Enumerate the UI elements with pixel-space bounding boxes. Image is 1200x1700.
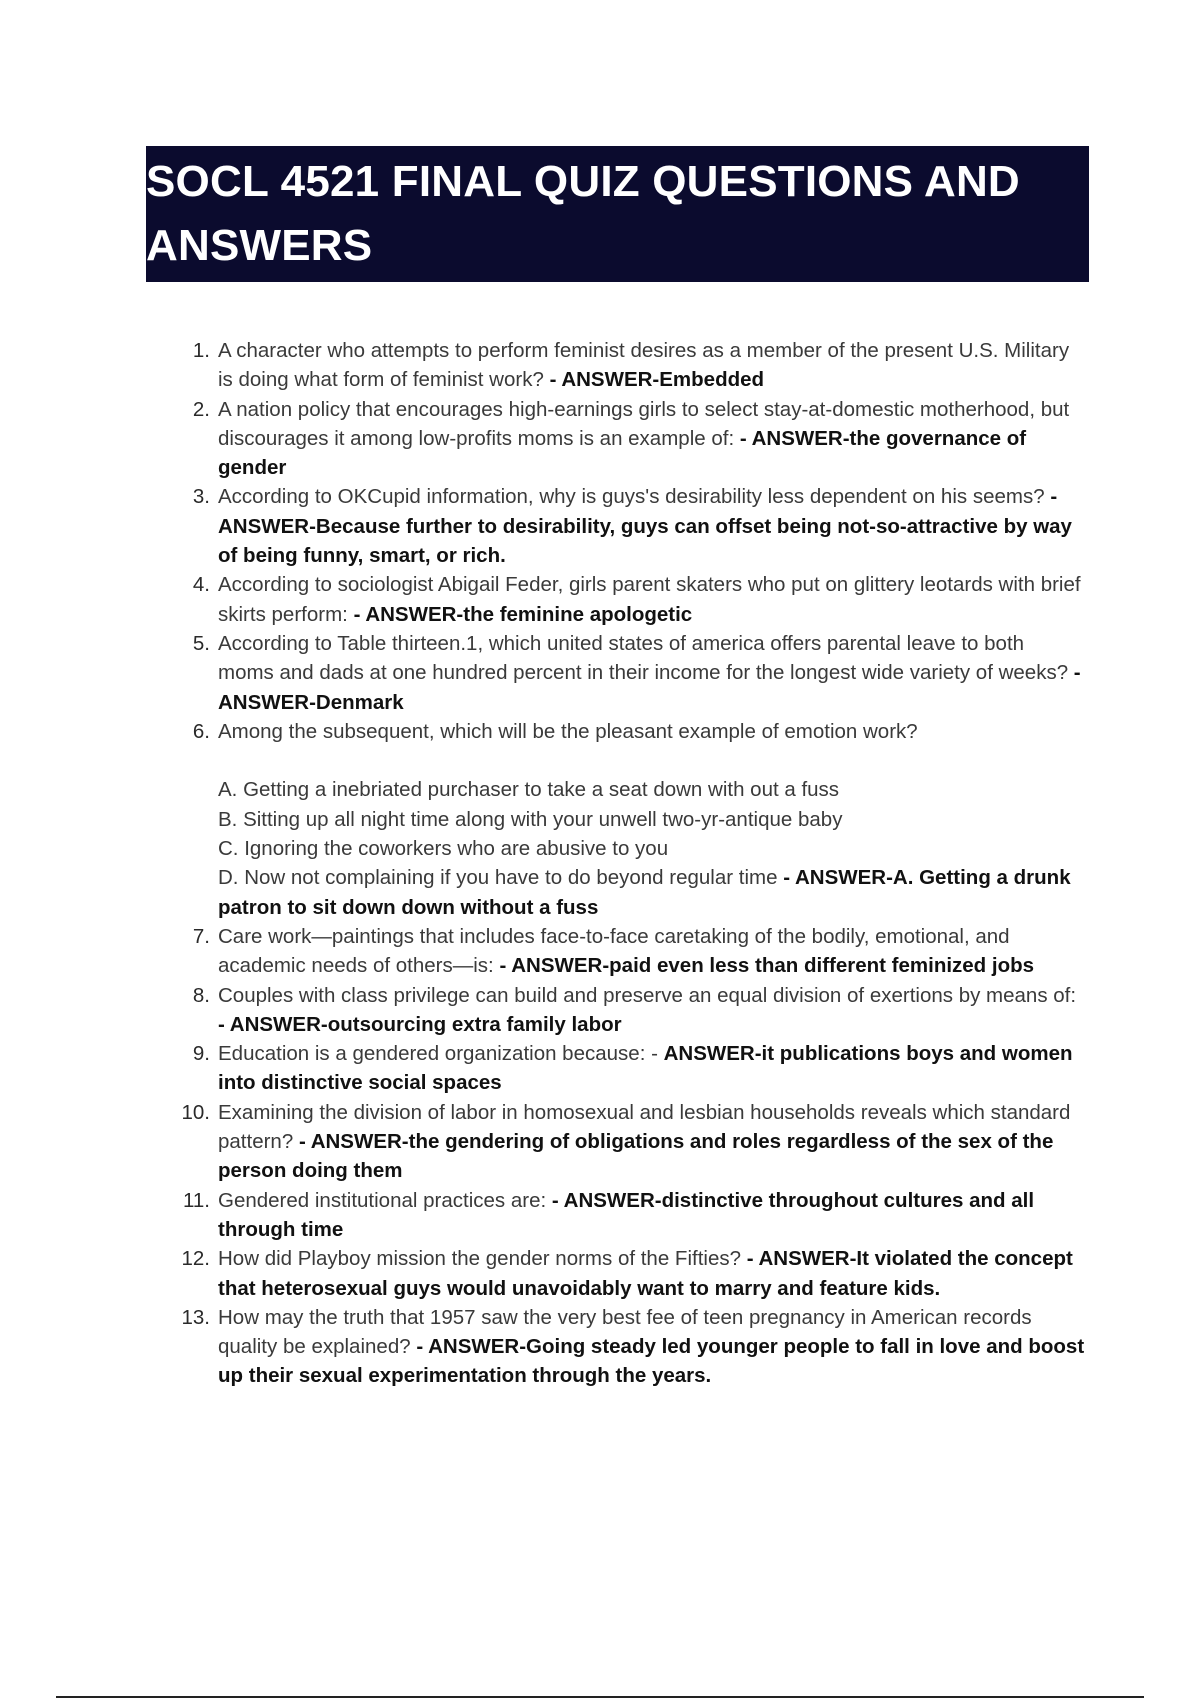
- question-item-8: [170, 981, 1085, 1040]
- answer-text: - ANSWER-the gendering of obligations and roles regardless of the sex of the person doing them: [218, 1130, 1054, 1183]
- question-item-3: [170, 482, 1085, 570]
- question-number: 2.: [192, 397, 210, 421]
- answer-text: - ANSWER-A. Getting a drunk patron to sit down down without a fuss: [218, 866, 1071, 919]
- option-a: A. Getting a inebriated purchaser to take a seat down with out a fuss: [218, 778, 840, 802]
- question-item-7: [170, 922, 1085, 981]
- question-text: How may the truth that 1957 saw the very best fee of teen pregnancy in American records quality be explained?: [218, 1305, 1032, 1359]
- question-number: 10.: [181, 1100, 210, 1124]
- question-number: 5.: [192, 631, 210, 655]
- question-text: A character who attempts to perform feminist desires as a member of the present U.S. Military is doing what form of feminist work?: [218, 339, 1070, 392]
- question-text: Care work—paintings that includes face-to-face caretaking of the bodily, emotional, and academic needs of others—is:: [218, 924, 1010, 978]
- question-number: 3.: [192, 485, 210, 509]
- question-item-10: [170, 1098, 1085, 1186]
- question-text: Gendered institutional practices are:: [218, 1188, 547, 1212]
- question-number: 13.: [181, 1305, 210, 1329]
- question-text: Among the subsequent, which will be the pleasant example of emotion work?: [218, 719, 918, 743]
- question-item-11: [170, 1186, 1085, 1245]
- page-bottom-divider: [56, 1696, 1144, 1698]
- question-text: Examining the division of labor in homosexual and lesbian households reveals which standard pattern?: [218, 1100, 1071, 1154]
- answer-text: - ANSWER-paid even less than different feminized jobs: [499, 954, 1035, 978]
- answer-text: - ANSWER-the governance of gender: [218, 426, 1027, 480]
- question-item-2: [170, 395, 1085, 483]
- answer-text: - ANSWER-outsourcing extra family labor: [218, 1012, 622, 1036]
- question-item-1: [170, 336, 1085, 395]
- question-text: Education is a gendered organization because: -: [218, 1042, 658, 1066]
- answer-text: - ANSWER-the feminine apologetic: [353, 602, 693, 626]
- answer-text: - ANSWER-Denmark: [218, 661, 1081, 714]
- question-text: How did Playboy mission the gender norms of the Fifties?: [218, 1247, 742, 1271]
- answer-text: - ANSWER-distinctive throughout cultures and all through time: [218, 1188, 1035, 1241]
- answer-text: - ANSWER-Going steady led younger people to fall in love and boost up their sexual experimentation through the years.: [218, 1335, 1085, 1388]
- question-item-12: [170, 1244, 1085, 1303]
- answer-options: [218, 775, 1085, 921]
- question-item-13: [170, 1303, 1085, 1391]
- answer-text: - ANSWER-Embedded: [549, 368, 765, 392]
- answer-text: - ANSWER-It violated the concept that heterosexual guys would unavoidably want to marry and feature kids.: [218, 1247, 1073, 1300]
- question-number: 12.: [181, 1247, 210, 1271]
- question-number: 6.: [192, 719, 210, 743]
- question-text: Couples with class privilege can build and preserve an equal division of exertions by means of:: [218, 983, 1077, 1007]
- question-number: 9.: [192, 1042, 210, 1066]
- question-number: 8.: [192, 983, 210, 1007]
- answer-text: ANSWER-it publications boys and women into distinctive social spaces: [218, 1042, 1073, 1095]
- answer-text: - ANSWER-Because further to desirability, guys can offset being not-so-attractive by way of being funny, smart, or rich.: [218, 485, 1072, 568]
- title-banner: [146, 146, 1089, 282]
- document-title: SOCL 4521 FINAL QUIZ QUESTIONS AND ANSWERS: [146, 157, 1020, 270]
- option-c: C. Ignoring the coworkers who are abusive to you: [218, 837, 669, 861]
- question-text: According to sociologist Abigail Feder, girls parent skaters who put on glittery leotards with brief skirts perform:: [218, 573, 1081, 626]
- question-item-6: [170, 717, 1085, 922]
- option-d: D. Now not complaining if you have to do beyond regular time: [218, 866, 778, 890]
- question-number: 7.: [192, 924, 210, 948]
- option-b: B. Sitting up all night time along with your unwell two-yr-antique baby: [218, 807, 843, 831]
- question-number: 4.: [192, 573, 210, 597]
- question-number: 11.: [183, 1188, 210, 1212]
- question-item-9: [170, 1039, 1085, 1098]
- question-number: 1.: [192, 339, 210, 362]
- question-text: A nation policy that encourages high-earnings girls to select stay-at-domestic motherhood, but discourages it among low-profits moms is an example of:: [218, 397, 1070, 450]
- question-text: According to OKCupid information, why is guys's desirability less dependent on his seems?: [218, 485, 1045, 509]
- question-item-5: [170, 629, 1085, 717]
- question-text: According to Table thirteen.1, which united states of america offers parental leave to both moms and dads at one hundred percent in their income for the longest wide variety of weeks?: [218, 631, 1069, 685]
- question-item-4: [170, 570, 1085, 629]
- question-list: [170, 336, 1085, 1391]
